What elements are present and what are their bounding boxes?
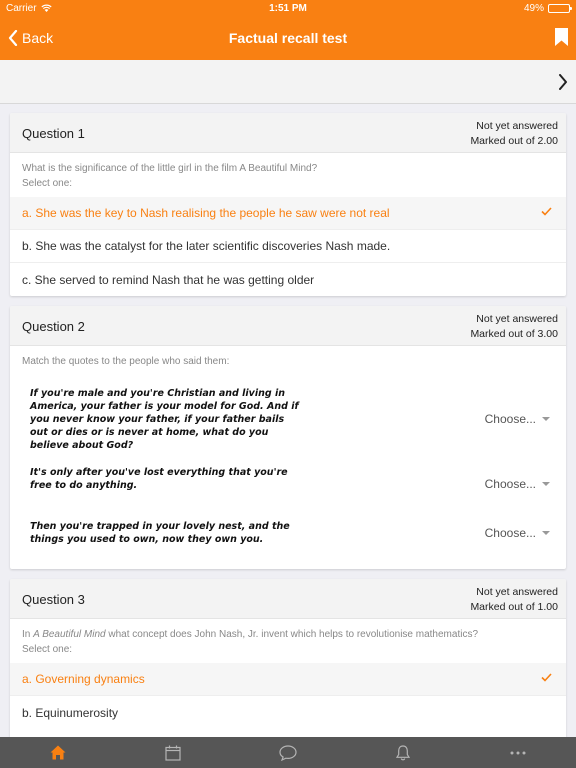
wifi-icon [41, 4, 52, 12]
answer-option-a[interactable] [10, 197, 566, 230]
marks-label: Marked out of 1.00 [470, 601, 558, 613]
question-meta [470, 119, 558, 149]
option-label: a. Governing dynamics [22, 672, 145, 686]
question-text [10, 619, 566, 642]
back-label: Back [22, 30, 54, 46]
dropdown-value: Choose... [484, 477, 536, 491]
caret-down-icon [542, 482, 550, 486]
match-row-3 [10, 513, 566, 553]
answer-status: Not yet answered [476, 313, 558, 325]
question-text-end: what concept does John Nash, Jr. invent which helps to revolutionise mathematics? [105, 629, 478, 640]
tab-more[interactable] [461, 737, 576, 768]
question-header [10, 579, 566, 619]
option-label: b. She was the catalyst for the later scientific discoveries Nash made. [22, 239, 391, 253]
check-icon [541, 673, 552, 682]
question-title: Question 3 [22, 592, 85, 607]
marks-label: Marked out of 2.00 [470, 135, 558, 147]
battery-icon [548, 4, 570, 13]
question-meta [470, 312, 558, 342]
tab-calendar[interactable] [115, 737, 230, 768]
notifications-icon [396, 745, 410, 761]
question-card-3 [10, 579, 566, 737]
question-text-start: In [22, 629, 34, 640]
question-header [10, 113, 566, 153]
status-left [6, 3, 52, 14]
chevron-left-icon [8, 30, 18, 46]
question-text: What is the significance of the little girl in the film A Beautiful Mind? [22, 163, 318, 174]
page-title: Factual recall test [228, 30, 348, 46]
bookmark-icon [555, 28, 568, 46]
tab-notifications[interactable] [346, 737, 461, 768]
question-card-1 [10, 113, 566, 296]
select-one-label: Select one: [22, 644, 73, 655]
tab-bar [0, 737, 576, 768]
question-meta [470, 585, 558, 615]
calendar-icon [165, 745, 181, 761]
match-quote: If you're male and you're Christian and living in America, your father is your model for God. And if you never know your father, if your father bails out or dies or is never at home, what do you believe about God? [30, 387, 299, 451]
select-one-label: Select one: [22, 178, 73, 189]
match-quote: It's only after you've lost everything that you're free to do anything. [30, 467, 288, 491]
film-title: A Beautiful Mind [33, 629, 106, 640]
check-icon [541, 207, 552, 216]
nav-bar [0, 16, 576, 60]
answer-status: Not yet answered [476, 586, 558, 598]
carrier-label: Carrier [6, 2, 37, 14]
match-row-1 [10, 383, 566, 455]
status-time: 1:51 PM [269, 2, 307, 14]
status-right [524, 3, 570, 14]
option-label: b. Equinumerosity [22, 705, 119, 720]
more-icon [510, 751, 526, 755]
dropdown-value: Choose... [484, 412, 536, 426]
match-row-2 [10, 459, 566, 499]
marks-label: Marked out of 3.00 [470, 328, 558, 340]
next-page-button[interactable] [558, 74, 568, 95]
option-label: a. She was the key to Nash realising the people he saw were not real [22, 206, 390, 220]
question-navigation-bar [0, 60, 576, 104]
answer-option-a[interactable] [10, 663, 566, 696]
status-bar [0, 0, 576, 16]
question-card-2 [10, 306, 566, 569]
match-dropdown[interactable] [485, 526, 550, 540]
chevron-right-icon [558, 74, 568, 90]
question-title: Question 2 [22, 319, 85, 334]
answer-status: Not yet answered [476, 120, 558, 132]
tab-home[interactable] [0, 737, 115, 768]
back-button[interactable] [0, 30, 53, 46]
answer-option-b[interactable] [10, 696, 566, 729]
match-dropdown[interactable] [485, 412, 550, 426]
dropdown-value: Choose... [484, 526, 536, 540]
bookmark-button[interactable] [555, 28, 568, 51]
match-dropdown[interactable] [485, 477, 550, 491]
match-quote: Then you're trapped in your lovely nest, and the things you used to own, now they own you. [30, 521, 290, 545]
messages-icon [279, 745, 297, 761]
home-icon [50, 745, 66, 760]
question-title: Question 1 [22, 126, 85, 141]
quiz-content[interactable] [0, 105, 576, 737]
option-label: c. She served to remind Nash that he was getting older [22, 272, 315, 287]
question-header [10, 306, 566, 346]
question-text: Match the quotes to the people who said them: [22, 356, 230, 367]
answer-option-c[interactable] [10, 263, 566, 296]
answer-option-b[interactable] [10, 230, 566, 263]
tab-messages[interactable] [230, 737, 345, 768]
caret-down-icon [542, 417, 550, 421]
caret-down-icon [542, 531, 550, 535]
battery-percent: 49% [523, 2, 544, 14]
